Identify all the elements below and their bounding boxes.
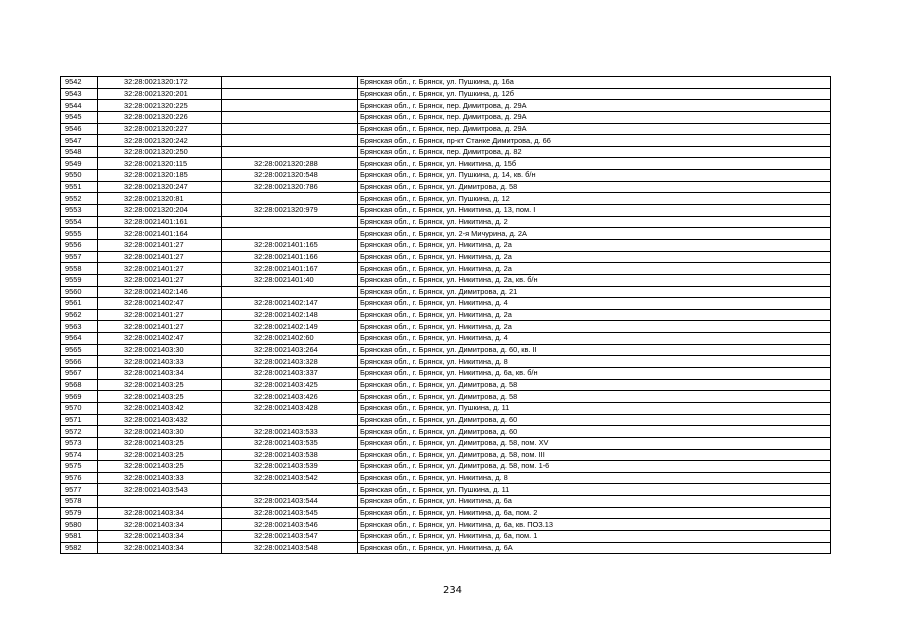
table-row — [61, 472, 831, 484]
object-number-cell: 32:28:0021401:167 — [222, 263, 358, 275]
row-number-cell: 9579 — [61, 507, 98, 519]
parcel-number-cell: 32:28:0021401:27 — [98, 321, 222, 333]
row-number-cell: 9565 — [61, 344, 98, 356]
parcel-number-cell: 32:28:0021401:27 — [98, 263, 222, 275]
address-cell: Брянская обл., г. Брянск, ул. Димитрова, д. 58 — [358, 391, 831, 403]
object-number-cell — [222, 484, 358, 496]
object-number-cell — [222, 414, 358, 426]
parcel-number-cell: 32:28:0021320:225 — [98, 100, 222, 112]
row-number-cell: 9557 — [61, 251, 98, 263]
parcel-number-cell: 32:28:0021401:27 — [98, 274, 222, 286]
row-number-cell: 9570 — [61, 402, 98, 414]
object-number-cell: 32:28:0021320:288 — [222, 158, 358, 170]
table-row — [61, 274, 831, 286]
row-number-cell: 9574 — [61, 449, 98, 461]
address-cell: Брянская обл., г. Брянск, ул. Никитина, д. 6А — [358, 542, 831, 554]
object-number-cell: 32:28:0021320:979 — [222, 205, 358, 217]
parcel-number-cell: 32:28:0021320:201 — [98, 88, 222, 100]
parcel-number-cell: 32:28:0021403:34 — [98, 507, 222, 519]
address-cell: Брянская обл., г. Брянск, ул. Димитрова, д. 60, кв. II — [358, 344, 831, 356]
address-cell: Брянская обл., г. Брянск, ул. Пушкина, д. 16а — [358, 77, 831, 89]
parcel-number-cell: 32:28:0021320:81 — [98, 193, 222, 205]
row-number-cell: 9578 — [61, 496, 98, 508]
parcel-number-cell: 32:28:0021403:543 — [98, 484, 222, 496]
row-number-cell: 9551 — [61, 181, 98, 193]
parcel-number-cell: 32:28:0021403:25 — [98, 449, 222, 461]
parcel-number-cell: 32:28:0021403:30 — [98, 344, 222, 356]
object-number-cell: 32:28:0021403:337 — [222, 368, 358, 380]
address-cell: Брянская обл., г. Брянск, ул. Димитрова, д. 58, пом. XV — [358, 437, 831, 449]
object-number-cell — [222, 193, 358, 205]
table-row — [61, 344, 831, 356]
address-cell: Брянская обл., г. Брянск, пер. Димитрова, д. 29А — [358, 100, 831, 112]
row-number-cell: 9550 — [61, 170, 98, 182]
parcel-number-cell: 32:28:0021401:164 — [98, 228, 222, 240]
table-row — [61, 437, 831, 449]
parcel-number-cell: 32:28:0021401:27 — [98, 251, 222, 263]
page-number: 234 — [442, 585, 463, 596]
parcel-number-cell: 32:28:0021403:25 — [98, 437, 222, 449]
object-number-cell: 32:28:0021402:148 — [222, 309, 358, 321]
row-number-cell: 9568 — [61, 379, 98, 391]
object-number-cell — [222, 123, 358, 135]
table-row — [61, 530, 831, 542]
object-number-cell — [222, 100, 358, 112]
table-row — [61, 77, 831, 89]
address-cell: Брянская обл., г. Брянск, ул. Никитина, д. 6а, кв. ПОЗ.13 — [358, 519, 831, 531]
row-number-cell: 9563 — [61, 321, 98, 333]
address-cell: Брянская обл., г. Брянск, ул. 2-я Мичурина, д. 2А — [358, 228, 831, 240]
table-row — [61, 496, 831, 508]
object-number-cell: 32:28:0021403:328 — [222, 356, 358, 368]
row-number-cell: 9582 — [61, 542, 98, 554]
object-number-cell — [222, 88, 358, 100]
object-number-cell: 32:28:0021403:539 — [222, 461, 358, 473]
object-number-cell: 32:28:0021403:546 — [222, 519, 358, 531]
object-number-cell: 32:28:0021402:147 — [222, 298, 358, 310]
row-number-cell: 9545 — [61, 111, 98, 123]
row-number-cell: 9569 — [61, 391, 98, 403]
parcel-number-cell: 32:28:0021320:250 — [98, 146, 222, 158]
address-cell: Брянская обл., г. Брянск, ул. Димитрова, д. 21 — [358, 286, 831, 298]
parcel-number-cell: 32:28:0021403:30 — [98, 426, 222, 438]
row-number-cell: 9555 — [61, 228, 98, 240]
table-row — [61, 88, 831, 100]
table-row — [61, 542, 831, 554]
parcel-number-cell: 32:28:0021403:34 — [98, 368, 222, 380]
address-cell: Брянская обл., г. Брянск, ул. Пушкина, д. 12б — [358, 88, 831, 100]
address-cell: Брянская обл., г. Брянск, ул. Димитрова, д. 60 — [358, 426, 831, 438]
object-number-cell: 32:28:0021403:542 — [222, 472, 358, 484]
object-number-cell: 32:28:0021401:166 — [222, 251, 358, 263]
row-number-cell: 9553 — [61, 205, 98, 217]
row-number-cell: 9558 — [61, 263, 98, 275]
object-number-cell: 32:28:0021401:40 — [222, 274, 358, 286]
address-cell: Брянская обл., г. Брянск, ул. Пушкина, д. 11 — [358, 402, 831, 414]
object-number-cell — [222, 77, 358, 89]
table-row — [61, 146, 831, 158]
parcel-number-cell: 32:28:0021403:25 — [98, 391, 222, 403]
table-row — [61, 158, 831, 170]
table-row — [61, 251, 831, 263]
address-cell: Брянская обл., г. Брянск, ул. Никитина, д. 2а — [358, 251, 831, 263]
table-row — [61, 309, 831, 321]
table-row — [61, 449, 831, 461]
table-row — [61, 111, 831, 123]
object-number-cell: 32:28:0021403:425 — [222, 379, 358, 391]
table-row — [61, 100, 831, 112]
table-row — [61, 228, 831, 240]
table-row — [61, 426, 831, 438]
address-cell: Брянская обл., г. Брянск, ул. Никитина, д. 6а — [358, 496, 831, 508]
table-row — [61, 368, 831, 380]
table-row — [61, 321, 831, 333]
table-row — [61, 135, 831, 147]
table-row — [61, 461, 831, 473]
object-number-cell: 32:28:0021403:544 — [222, 496, 358, 508]
parcel-number-cell: 32:28:0021320:227 — [98, 123, 222, 135]
address-cell: Брянская обл., г. Брянск, ул. Никитина, д. 2а — [358, 239, 831, 251]
object-number-cell: 32:28:0021401:165 — [222, 239, 358, 251]
row-number-cell: 9546 — [61, 123, 98, 135]
row-number-cell: 9576 — [61, 472, 98, 484]
table-row — [61, 333, 831, 345]
cadastral-table — [60, 76, 831, 554]
address-cell: Брянская обл., г. Брянск, ул. Никитина, д. 2а — [358, 309, 831, 321]
table-row — [61, 356, 831, 368]
parcel-number-cell: 32:28:0021402:47 — [98, 333, 222, 345]
object-number-cell: 32:28:0021320:786 — [222, 181, 358, 193]
object-number-cell: 32:28:0021403:535 — [222, 437, 358, 449]
address-cell: Брянская обл., г. Брянск, ул. Никитина, д. 4 — [358, 298, 831, 310]
table-row — [61, 507, 831, 519]
parcel-number-cell: 32:28:0021320:226 — [98, 111, 222, 123]
parcel-number-cell: 32:28:0021401:27 — [98, 239, 222, 251]
object-number-cell: 32:28:0021402:149 — [222, 321, 358, 333]
table-row — [61, 181, 831, 193]
parcel-number-cell: 32:28:0021402:47 — [98, 298, 222, 310]
row-number-cell: 9581 — [61, 530, 98, 542]
table-row — [61, 239, 831, 251]
address-cell: Брянская обл., г. Брянск, ул. Димитрова, д. 58, пом. 1-6 — [358, 461, 831, 473]
parcel-number-cell: 32:28:0021401:27 — [98, 309, 222, 321]
object-number-cell — [222, 228, 358, 240]
table-row — [61, 205, 831, 217]
object-number-cell: 32:28:0021403:426 — [222, 391, 358, 403]
table-row — [61, 170, 831, 182]
row-number-cell: 9566 — [61, 356, 98, 368]
table-row — [61, 286, 831, 298]
row-number-cell: 9573 — [61, 437, 98, 449]
parcel-number-cell: 32:28:0021402:146 — [98, 286, 222, 298]
parcel-number-cell: 32:28:0021320:185 — [98, 170, 222, 182]
parcel-number-cell: 32:28:0021320:242 — [98, 135, 222, 147]
parcel-number-cell: 32:28:0021403:42 — [98, 402, 222, 414]
address-cell: Брянская обл., г. Брянск, пер. Димитрова, д. 82 — [358, 146, 831, 158]
address-cell: Брянская обл., г. Брянск, пер. Димитрова, д. 29А — [358, 111, 831, 123]
row-number-cell: 9552 — [61, 193, 98, 205]
table-row — [61, 123, 831, 135]
address-cell: Брянская обл., г. Брянск, ул. Пушкина, д. 11 — [358, 484, 831, 496]
parcel-number-cell: 32:28:0021403:25 — [98, 379, 222, 391]
parcel-number-cell: 32:28:0021320:115 — [98, 158, 222, 170]
object-number-cell: 32:28:0021403:264 — [222, 344, 358, 356]
parcel-number-cell: 32:28:0021320:204 — [98, 205, 222, 217]
row-number-cell: 9559 — [61, 274, 98, 286]
address-cell: Брянская обл., г. Брянск, ул. Димитрова, д. 60 — [358, 414, 831, 426]
row-number-cell: 9577 — [61, 484, 98, 496]
parcel-number-cell: 32:28:0021403:25 — [98, 461, 222, 473]
parcel-number-cell: 32:28:0021403:34 — [98, 530, 222, 542]
row-number-cell: 9567 — [61, 368, 98, 380]
row-number-cell: 9571 — [61, 414, 98, 426]
address-cell: Брянская обл., г. Брянск, ул. Никитина, д. 2а — [358, 321, 831, 333]
object-number-cell: 32:28:0021402:60 — [222, 333, 358, 345]
address-cell: Брянская обл., г. Брянск, ул. Никитина, д. 6а, кв. б/н — [358, 368, 831, 380]
table-row — [61, 414, 831, 426]
address-cell: Брянская обл., г. Брянск, пр-кт Станке Димитрова, д. 66 — [358, 135, 831, 147]
table-row — [61, 391, 831, 403]
table-row — [61, 379, 831, 391]
address-cell: Брянская обл., г. Брянск, ул. Никитина, д. 2а, кв. б/н — [358, 274, 831, 286]
address-cell: Брянская обл., г. Брянск, ул. Димитрова, д. 58 — [358, 379, 831, 391]
address-cell: Брянская обл., г. Брянск, ул. Никитина, д. 8 — [358, 356, 831, 368]
row-number-cell: 9547 — [61, 135, 98, 147]
address-cell: Брянская обл., г. Брянск, ул. Никитина, д. 8 — [358, 472, 831, 484]
row-number-cell: 9562 — [61, 309, 98, 321]
table-row — [61, 298, 831, 310]
object-number-cell: 32:28:0021320:548 — [222, 170, 358, 182]
row-number-cell: 9549 — [61, 158, 98, 170]
object-number-cell: 32:28:0021403:548 — [222, 542, 358, 554]
parcel-number-cell: 32:28:0021403:34 — [98, 519, 222, 531]
address-cell: Брянская обл., г. Брянск, ул. Димитрова, д. 58 — [358, 181, 831, 193]
object-number-cell — [222, 146, 358, 158]
address-cell: Брянская обл., г. Брянск, ул. Никитина, д. 2а — [358, 263, 831, 275]
row-number-cell: 9548 — [61, 146, 98, 158]
table-row — [61, 193, 831, 205]
row-number-cell: 9564 — [61, 333, 98, 345]
parcel-number-cell: 32:28:0021401:161 — [98, 216, 222, 228]
address-cell: Брянская обл., г. Брянск, ул. Никитина, д. 2 — [358, 216, 831, 228]
row-number-cell: 9554 — [61, 216, 98, 228]
object-number-cell — [222, 111, 358, 123]
parcel-number-cell — [98, 496, 222, 508]
address-cell: Брянская обл., г. Брянск, ул. Пушкина, д. 14, кв. б/н — [358, 170, 831, 182]
object-number-cell — [222, 216, 358, 228]
table-row — [61, 484, 831, 496]
object-number-cell — [222, 286, 358, 298]
parcel-number-cell: 32:28:0021320:247 — [98, 181, 222, 193]
address-cell: Брянская обл., г. Брянск, ул. Никитина, д. 6а, пом. 2 — [358, 507, 831, 519]
address-cell: Брянская обл., г. Брянск, ул. Никитина, д. 13, пом. I — [358, 205, 831, 217]
row-number-cell: 9580 — [61, 519, 98, 531]
row-number-cell: 9561 — [61, 298, 98, 310]
table-row — [61, 263, 831, 275]
object-number-cell: 32:28:0021403:538 — [222, 449, 358, 461]
object-number-cell — [222, 135, 358, 147]
object-number-cell: 32:28:0021403:428 — [222, 402, 358, 414]
table-body — [61, 77, 831, 554]
row-number-cell: 9544 — [61, 100, 98, 112]
row-number-cell: 9575 — [61, 461, 98, 473]
address-cell: Брянская обл., г. Брянск, ул. Никитина, д. 6а, пом. 1 — [358, 530, 831, 542]
table-row — [61, 402, 831, 414]
object-number-cell: 32:28:0021403:547 — [222, 530, 358, 542]
parcel-number-cell: 32:28:0021403:33 — [98, 472, 222, 484]
address-cell: Брянская обл., г. Брянск, ул. Димитрова, д. 58, пом. III — [358, 449, 831, 461]
row-number-cell: 9556 — [61, 239, 98, 251]
address-cell: Брянская обл., г. Брянск, ул. Никитина, д. 4 — [358, 333, 831, 345]
parcel-number-cell: 32:28:0021403:432 — [98, 414, 222, 426]
table-row — [61, 216, 831, 228]
parcel-number-cell: 32:28:0021403:33 — [98, 356, 222, 368]
parcel-number-cell: 32:28:0021403:34 — [98, 542, 222, 554]
row-number-cell: 9572 — [61, 426, 98, 438]
address-cell: Брянская обл., г. Брянск, ул. Никитина, д. 15б — [358, 158, 831, 170]
table-row — [61, 519, 831, 531]
row-number-cell: 9560 — [61, 286, 98, 298]
address-cell: Брянская обл., г. Брянск, ул. Пушкина, д. 12 — [358, 193, 831, 205]
object-number-cell: 32:28:0021403:533 — [222, 426, 358, 438]
row-number-cell: 9542 — [61, 77, 98, 89]
object-number-cell: 32:28:0021403:545 — [222, 507, 358, 519]
row-number-cell: 9543 — [61, 88, 98, 100]
parcel-number-cell: 32:28:0021320:172 — [98, 77, 222, 89]
address-cell: Брянская обл., г. Брянск, пер. Димитрова, д. 29А — [358, 123, 831, 135]
